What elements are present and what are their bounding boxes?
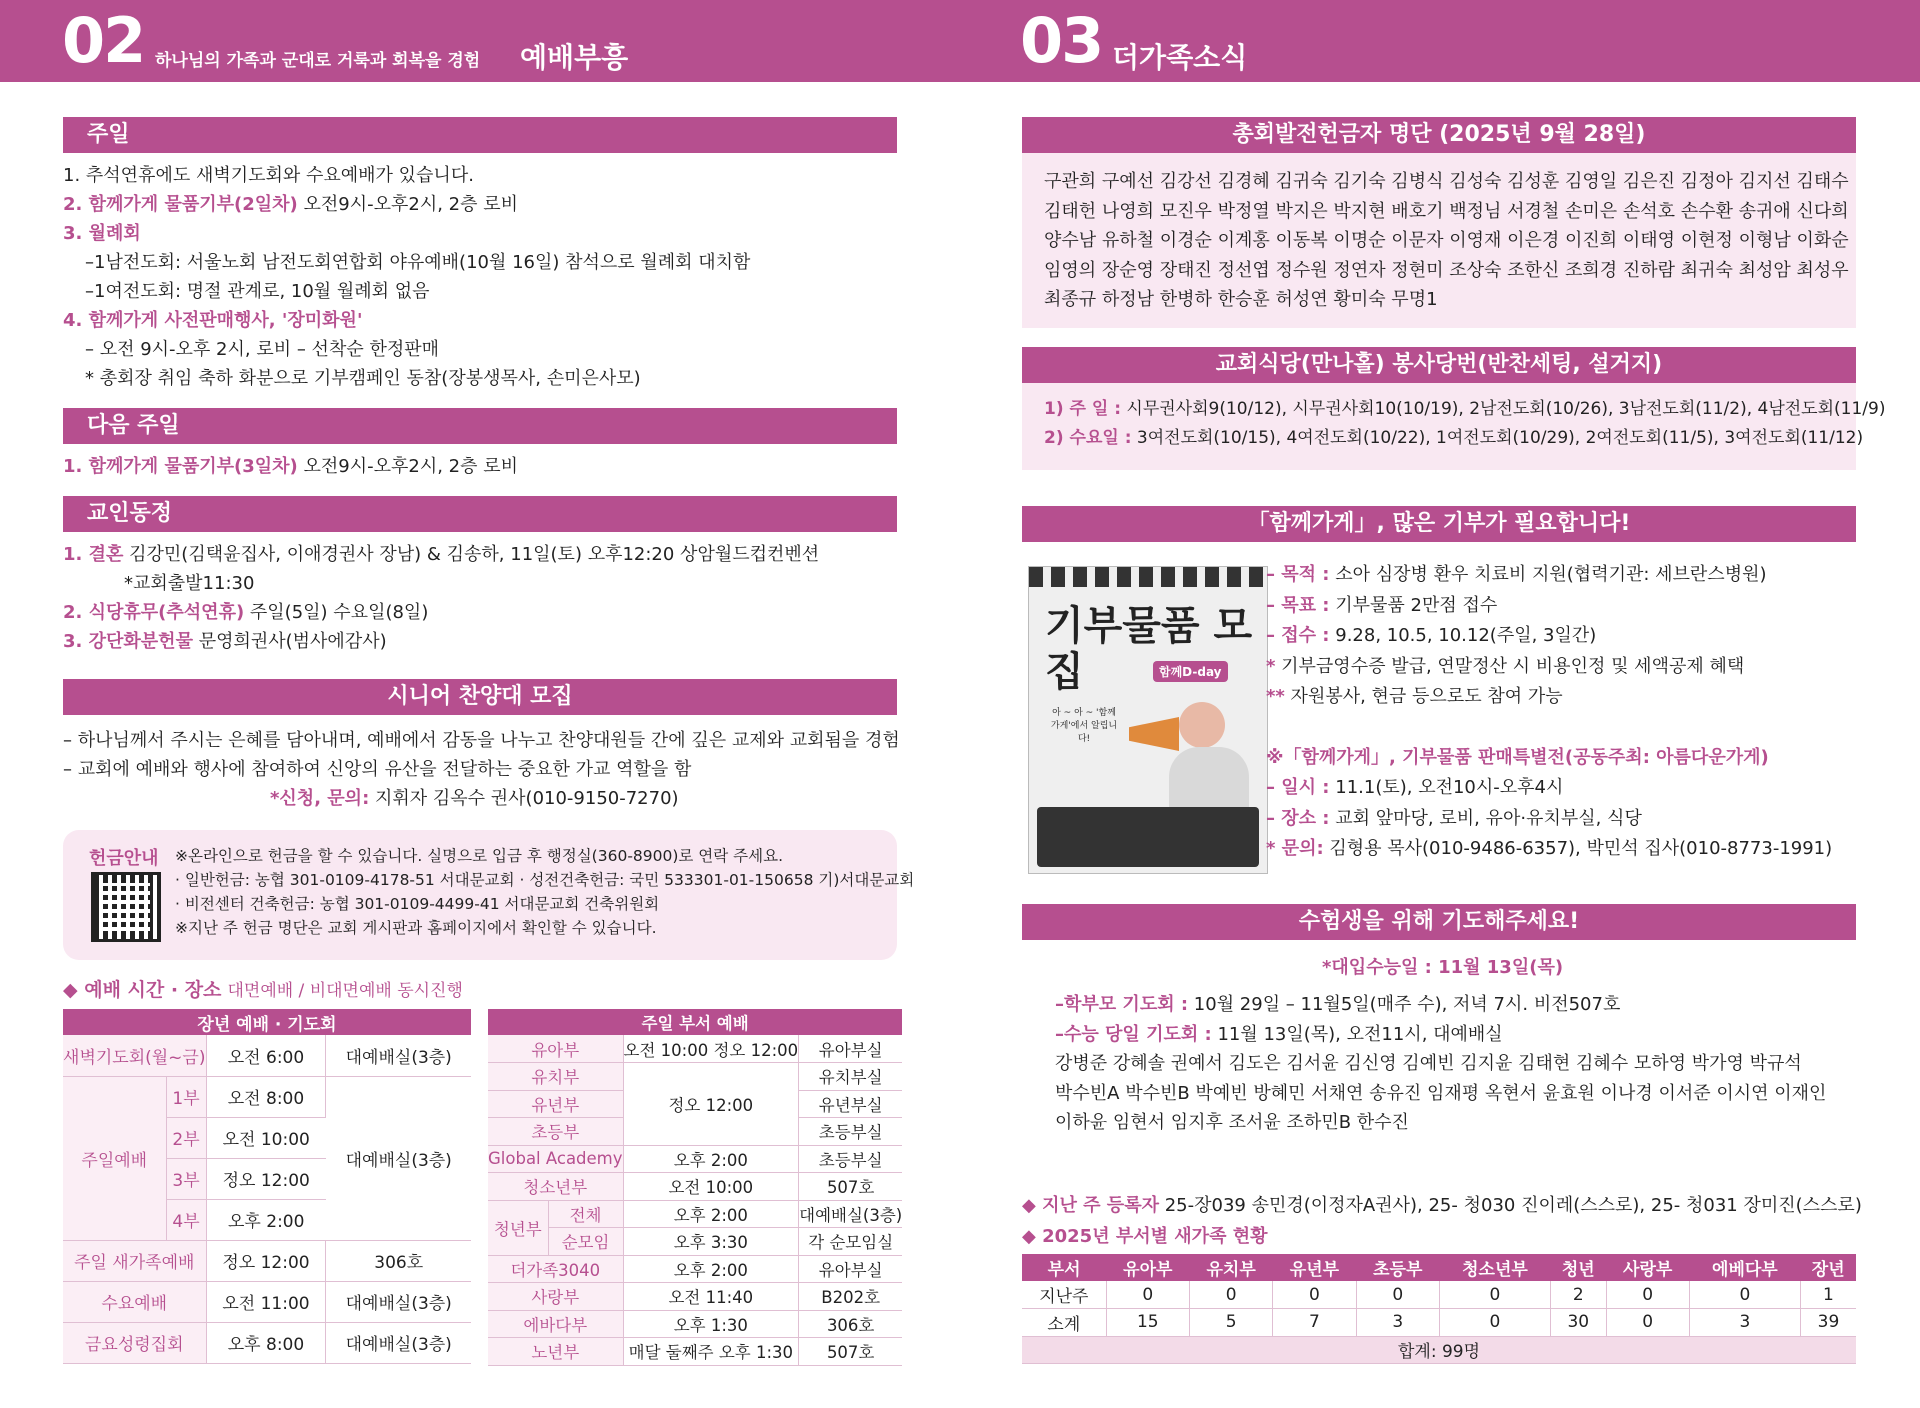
stats-row-subtotal (1022, 1309, 1856, 1337)
sale-place-text: 교회 앞마당, 로비, 유아·유치부실, 식당 (1329, 807, 1642, 829)
donors-box (1022, 153, 1856, 328)
wednesday-worship: 수요예배 (63, 1281, 206, 1322)
dawn-hall: 대예배실(3층) (326, 1035, 471, 1076)
poster-bubble: 아 ~ 아 ~ '함께가게'에서 알립니다! (1050, 708, 1118, 744)
stats-value-cell: 0 (1273, 1281, 1356, 1309)
note-1-mark: * (1266, 655, 1276, 677)
donors-line-2: 김태헌 나영희 모진우 박정열 박지은 박지현 배호기 백정님 서경철 손미은 손석호 손수환 송귀애 신다희 (1044, 200, 1849, 222)
cafeteria-sunday-label: 1) 주 일 : (1044, 399, 1121, 419)
family3040-dept: 더가족3040 (488, 1255, 623, 1283)
sunday-item-1: 1. 추석연휴에도 새벽기도회와 수요예배가 있습니다. (63, 165, 474, 186)
goal-label: – 목표 : (1266, 594, 1330, 616)
sale-contact-text: 김형용 목사(010-9486-6357), 박민석 집사(010-8773-1991) (1323, 838, 1833, 859)
teen-dept: 청소년부 (488, 1173, 623, 1201)
family3040-time: 오후 2:00 (623, 1255, 799, 1283)
stats-value-cell: 0 (1106, 1281, 1189, 1309)
cafeteria-box (1022, 383, 1886, 470)
sunday-item-2-text: 오전9시-오후2시, 2층 로비 (297, 194, 518, 215)
right-title: 더가족소식 (1112, 41, 1248, 74)
ga-time: 오후 2:00 (623, 1145, 799, 1173)
registrants-line (1022, 1191, 1862, 1220)
wednesday-time: 오전 11:00 (206, 1281, 326, 1322)
ephphatha-dept: 에바다부 (488, 1310, 623, 1338)
sale-contact-label: * 문의: (1266, 838, 1324, 859)
child-dept: 유년부 (488, 1090, 623, 1118)
stats-header-cell: 부서 (1022, 1254, 1106, 1281)
dept-table-header: 주일 부서 예배 (488, 1009, 902, 1035)
love-time: 오전 11:40 (623, 1283, 799, 1311)
right-page-number: 03 (1020, 4, 1103, 77)
members-item-3 (63, 627, 387, 656)
youth-group-time: 오후 3:30 (623, 1228, 799, 1256)
senior-contact-label: *신청, 문의: (270, 788, 370, 809)
adult-worship-table (63, 1009, 471, 1364)
members-item-3-text: 문영희권사(범사에감사) (192, 631, 387, 652)
stats-value-cell: 7 (1273, 1309, 1356, 1337)
offering-line-3: · 비전센터 건축헌금: 농협 301-0109-4499-41 서대문교회 건축위원회 (175, 895, 660, 913)
sunday-item-4b: * 총회장 취임 축하 화분으로 기부캠페인 동참(장봉생목사, 손미은사모) (85, 368, 641, 389)
members-item-1-text: 김강민(김택윤집사, 이애경권사 장남) & 김송하, 11일(토) 오후12:20 상암월드컵컨벤션 (123, 544, 820, 565)
stats-total: 합계: 99명 (1022, 1336, 1856, 1364)
friday-hall: 대예배실(3층) (326, 1322, 471, 1363)
stats-row-label: 지난주 (1022, 1281, 1106, 1309)
stats-row-lastweek (1022, 1281, 1856, 1309)
members-item-1-note: *교회출발11:30 (124, 573, 255, 594)
part-1: 1부 (166, 1076, 206, 1117)
members-item-1 (63, 540, 819, 569)
members-item-1-label: 1. 결혼 (63, 544, 124, 565)
senior-time: 매달 둘째주 오후 1:30 (623, 1338, 799, 1366)
part-3-time: 정오 12:00 (206, 1158, 326, 1199)
elem-dept: 초등부 (488, 1118, 623, 1146)
note-2-text: 자원봉사, 현금 등으로도 참여 가능 (1284, 686, 1563, 707)
newfamily-room: 306호 (326, 1240, 471, 1281)
person-illustration (1179, 702, 1225, 748)
sale-date-text: 11.1(토), 오전10시-오후4시 (1329, 777, 1564, 798)
youth-dept: 청년부 (488, 1200, 548, 1255)
sunday-item-3b: –1여전도회: 명절 관계로, 10월 월례회 없음 (85, 281, 430, 302)
ephphatha-room: 306호 (799, 1310, 903, 1338)
worship-time-heading (63, 976, 463, 1006)
stats-value-cell: 0 (1189, 1281, 1272, 1309)
donors-line-3: 양수남 유하철 이경순 이계홍 이동복 이명순 이문자 이영재 이은경 이진희 이태영 이현정 이형남 이화순 (1044, 230, 1849, 251)
together-store-title: 「함께가게」, 많은 기부가 필요합니다! (1022, 506, 1856, 542)
newfamily-time: 정오 12:00 (206, 1240, 326, 1281)
donation-poster (1022, 560, 1282, 880)
dawn-prayer: 새벽기도회(월~금) (63, 1035, 206, 1076)
left-page-number: 02 (62, 4, 145, 77)
students-line-1: 강병준 강혜솔 권예서 김도은 김서윤 김신영 김예빈 김지윤 김태현 김혜수 모하영 박가영 박규석 (1055, 1053, 1802, 1074)
child-room: 유년부실 (799, 1090, 903, 1118)
together-details (1266, 560, 1832, 865)
next-sunday-item-1 (63, 452, 518, 481)
stats-value-cell: 0 (1689, 1281, 1800, 1309)
stats-value-cell: 0 (1356, 1281, 1439, 1309)
youth-group: 순모임 (548, 1228, 623, 1256)
members-item-2-text: 주일(5일) 수요일(8일) (244, 602, 429, 623)
senior-line-1: – 하나님께서 주시는 은혜를 담아내며, 예배에서 감동을 나누고 찬양대원들 간에 깊은 교제와 교회됨을 경험 (63, 730, 900, 751)
global-academy: Global Academy (488, 1145, 623, 1173)
exam-day-prayer-text: 11월 13일(목), 오전11시, 대예배실 (1211, 1023, 1503, 1045)
members-title: 교인동정 (63, 496, 897, 532)
ga-room: 초등부실 (799, 1145, 903, 1173)
members-item-2 (63, 598, 428, 627)
offering-line-1: ※온라인으로 헌금을 할 수 있습니다. 실명으로 입금 후 행정실(360-8900)로 연락 주세요. (175, 847, 784, 865)
stats-value-cell: 3 (1356, 1309, 1439, 1337)
donors-line-5: 최종규 하정남 한병하 한승훈 허성연 황미숙 무명1 (1044, 289, 1438, 310)
students-line-3: 이하윤 임현서 임지후 조서윤 조하민B 한수진 (1055, 1112, 1409, 1133)
love-dept: 사랑부 (488, 1283, 623, 1311)
offering-line-4: ※지난 주 헌금 명단은 교회 게시판과 홈페이지에서 확인할 수 있습니다. (175, 919, 657, 937)
senior-choir-title: 시니어 찬양대 모집 (63, 679, 897, 715)
stats-value-cell: 30 (1550, 1309, 1606, 1337)
next-item-text: 오전9시-오후2시, 2층 로비 (297, 456, 518, 477)
cafeteria-wednesday (1044, 424, 1885, 453)
sunday-item-3a: –1남전도회: 서울노회 남전도회연합회 야유예배(10월 16일) 참석으로 월례회 대치함 (85, 252, 751, 273)
dawn-time: 오전 6:00 (206, 1035, 326, 1076)
stats-value-cell: 0 (1439, 1281, 1550, 1309)
ephphatha-time: 오후 1:30 (623, 1310, 799, 1338)
stats-value-cell: 2 (1550, 1281, 1606, 1309)
parent-prayer-label: –학부모 기도회 : (1055, 994, 1189, 1015)
sunday-item-4a: – 오전 9시-오후 2시, 로비 – 선착순 한정판매 (85, 339, 439, 360)
senior-room: 507호 (799, 1338, 903, 1366)
stats-value-cell: 0 (1439, 1309, 1550, 1337)
members-item-2-label: 2. 식당휴무(추석연휴) (63, 602, 245, 623)
purpose-text: 소아 심장병 환우 치료비 지원(협력기관: 세브란스병원) (1329, 564, 1767, 585)
stats-header-cell: 청소년부 (1439, 1254, 1550, 1281)
part-2-time: 오전 10:00 (206, 1117, 326, 1158)
senior-dept: 노년부 (488, 1338, 623, 1366)
friday-time: 오후 8:00 (206, 1322, 326, 1363)
worship-time-title: ◆ 예배 시간 · 장소 (63, 979, 222, 1001)
megaphone-icon (1129, 717, 1179, 751)
stats-header-cell: 초등부 (1356, 1254, 1439, 1281)
registrants-label: ◆ 지난 주 등록자 (1022, 1195, 1159, 1216)
stats-value-cell: 5 (1189, 1309, 1272, 1337)
stats-value-cell: 0 (1606, 1309, 1689, 1337)
cafeteria-title: 교회식당(만나홀) 봉사당번(반찬세팅, 설거지) (1022, 347, 1856, 383)
sunday-item-2-label: 2. 함께가게 물품기부(2일차) (63, 194, 298, 215)
stats-header-cell: 유아부 (1106, 1254, 1189, 1281)
stats-value-cell: 0 (1606, 1281, 1689, 1309)
offering-box (63, 830, 915, 960)
senior-line-2: – 교회에 예배와 행사에 참여하여 신앙의 유산을 전달하는 중요한 가교 역할을 함 (63, 759, 692, 780)
cafeteria-wednesday-text: 3여전도회(10/15), 4여전도회(10/22), 1여전도회(10/29), 2여전도회(11/5), 3여전도회(11/12) (1131, 428, 1864, 448)
wednesday-hall: 대예배실(3층) (326, 1281, 471, 1322)
teen-room: 507호 (799, 1173, 903, 1201)
youth-all-time: 오후 2:00 (623, 1200, 799, 1228)
stats-header-cell: 사랑부 (1606, 1254, 1689, 1281)
members-item-3-label: 3. 강단화분헌물 (63, 631, 193, 652)
stats-header-cell: 에베다부 (1689, 1254, 1800, 1281)
poster-headline: 기부물품 모집 (1045, 603, 1253, 695)
love-room: B202호 (799, 1283, 903, 1311)
note-1-text: 기부금영수증 발급, 연말정산 시 비용인정 및 세액공제 혜택 (1275, 655, 1745, 677)
goal-text: 기부물품 2만점 접수 (1329, 594, 1498, 616)
cafeteria-sunday-text: 시무권사회9(10/12), 시무권사회10(10/19), 2남전도회(10/26), 3남전도회(11/2), 4남전도회(11/9) (1121, 399, 1886, 419)
teen-time: 오전 10:00 (623, 1173, 799, 1201)
donors-title: 총회발전헌금자 명단 (2025년 9월 28일) (1022, 117, 1856, 153)
kinder-room: 유치부실 (799, 1063, 903, 1091)
next-sunday-title: 다음 주일 (63, 408, 897, 444)
family3040-room: 유아부실 (799, 1255, 903, 1283)
sunday-item-3: 3. 월례회 (63, 223, 141, 244)
sunday-item-2 (63, 190, 518, 219)
part-3: 3부 (166, 1158, 206, 1199)
kinder-dept: 유치부 (488, 1063, 623, 1091)
note-2-mark: ** (1266, 686, 1285, 707)
cafeteria-sunday (1044, 395, 1885, 424)
stats-value-cell: 1 (1800, 1281, 1856, 1309)
sunday-item-4: 4. 함께가게 사전판매행사, '장미화원' (63, 310, 363, 331)
adult-table-header: 장년 예배 · 기도회 (63, 1009, 471, 1035)
cafeteria-wednesday-label: 2) 수요일 : (1044, 428, 1132, 448)
sunday-hall: 대예배실(3층) (326, 1076, 471, 1240)
senior-contact (270, 784, 679, 813)
donors-line-4: 임영의 장순영 장태진 정선엽 정수원 정연자 정현미 조상숙 조한신 조희경 진하람 최귀숙 최성암 최성우 (1044, 259, 1849, 281)
friday-meeting: 금요성령집회 (63, 1322, 206, 1363)
stats-header-cell: 장년 (1800, 1254, 1856, 1281)
stats-header-cell: 청년 (1550, 1254, 1606, 1281)
stats-header-row (1022, 1254, 1856, 1281)
next-item-label: 1. 함께가게 물품기부(3일차) (63, 456, 298, 477)
elem-room: 초등부실 (799, 1118, 903, 1146)
offering-label: 헌금안내 (89, 848, 159, 869)
students-line-2: 박수빈A 박수빈B 박예빈 방혜민 서채연 송유진 임재평 옥현서 윤효원 이나경 이서준 이시연 이재인 (1055, 1082, 1827, 1104)
stats-header-cell: 유년부 (1273, 1254, 1356, 1281)
parent-prayer-text: 10월 29일 – 11월5일(매주 수), 저녁 7시. 비전507호 (1188, 994, 1621, 1015)
part-2: 2부 (166, 1117, 206, 1158)
stats-row-label: 소계 (1022, 1309, 1106, 1337)
sunday-worship-label: 주일예배 (63, 1076, 166, 1240)
kinder-child-elem-time: 정오 12:00 (623, 1063, 799, 1146)
newfamily-worship: 주일 새가족예배 (63, 1240, 206, 1281)
infant-dept: 유아부 (488, 1035, 623, 1063)
part-1-time: 오전 8:00 (206, 1076, 326, 1117)
part-4-time: 오후 2:00 (206, 1199, 326, 1240)
sunday-section (63, 117, 897, 153)
stats-title: ◆ 2025년 부서별 새가족 현황 (1022, 1226, 1268, 1247)
exam-date: *대입수능일 : 11월 13일(목) (1322, 957, 1564, 978)
part-4: 4부 (166, 1199, 206, 1240)
youth-all-room: 대예배실(3층) (799, 1200, 903, 1228)
receipt-text: 9.28, 10.5, 10.12(주일, 3일간) (1329, 625, 1597, 646)
sunday-title: 주일 (63, 117, 897, 153)
purpose-label: – 목적 : (1266, 564, 1330, 585)
page-header (0, 0, 1920, 82)
receipt-label: – 접수 : (1266, 625, 1330, 646)
infant-time: 오전 10:00 정오 12:00 (623, 1035, 799, 1063)
youth-all: 전체 (548, 1200, 623, 1228)
exam-details (1055, 990, 1826, 1138)
left-title: 예배부흥 (520, 41, 629, 74)
stats-header-cell: 유치부 (1189, 1254, 1272, 1281)
worship-time-sub: 대면예배 / 비대면예배 동시진행 (227, 981, 463, 1001)
youth-group-room: 각 순모임실 (799, 1228, 903, 1256)
poster-tag: 함께D-day (1153, 661, 1228, 682)
exam-day-prayer-label: –수능 당일 기도회 : (1055, 1023, 1212, 1045)
stats-value-cell: 39 (1800, 1309, 1856, 1337)
newfamily-stats-table (1022, 1254, 1856, 1364)
senior-contact-text: 지휘자 김옥수 권사(010-9150-7270) (369, 788, 679, 809)
left-subtitle: 하나님의 가족과 군대로 거룩과 회복을 경험 (155, 51, 481, 71)
dept-worship-table (488, 1009, 902, 1366)
stats-value-cell: 15 (1106, 1309, 1189, 1337)
donors-line-1: 구관희 구예선 김강선 김경혜 김귀숙 김기숙 김병식 김성숙 김성훈 김영일 김은진 김정아 김지선 김태수 (1044, 171, 1849, 192)
registrants-text: 25-장039 송민경(이정자A권사), 25- 청030 진이레(스스로), 25- 청031 장미진(스스로) (1158, 1195, 1862, 1216)
sale-date-label: – 일시 : (1266, 777, 1330, 798)
exam-prayer-title: 수험생을 위해 기도해주세요! (1022, 904, 1856, 940)
sale-place-label: – 장소 : (1266, 807, 1330, 829)
qr-code[interactable] (91, 872, 161, 942)
infant-room: 유아부실 (799, 1035, 903, 1063)
offering-line-2: · 일반헌금: 농협 301-0109-4178-51 서대문교회 · 성전건축헌금: 국민 533301-01-150658 기)서대문교회 (175, 871, 915, 889)
special-sale-title: ※「함께가게」, 기부물품 판매특별전(공동주최: 아름다운가게) (1266, 746, 1769, 768)
stats-value-cell: 3 (1689, 1309, 1800, 1337)
